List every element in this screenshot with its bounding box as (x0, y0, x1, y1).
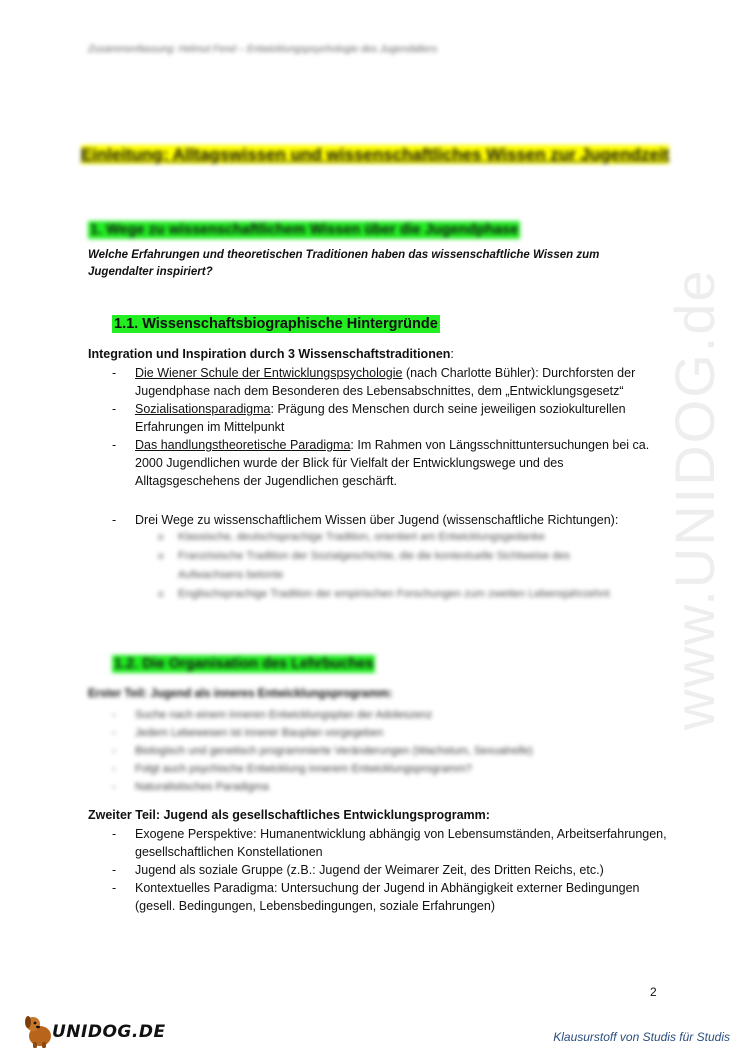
sub-list-item: o Englischsprachige Tradition der empirischen Forschungen zum zweiten Lebensjahrzehnt (156, 585, 636, 604)
list-item: - Biologisch und genetisch programmierte Veränderungen (Wachstum, Sexualreife) (110, 742, 670, 760)
section-1-1-heading-text: 1.1. Wissenschaftsbiographische Hintergründe (114, 316, 438, 332)
running-header: Zusammenfassung: Helmut Fend – Entwicklungspsychologie des Jugendalters (88, 44, 438, 55)
logo-text: UNIDOG.DE (52, 1022, 166, 1042)
part-1-heading: Erster Teil: Jugend als inneres Entwicklungsprogramm: (88, 688, 393, 700)
item-text: : Prägung des Menschen durch seine jeweiligen soziokulturellen Erfahrungen im Mittelpunkt (135, 402, 626, 434)
sub-list-item: o Klassische, deutschsprachige Tradition, orientiert am Entwicklungsgedanke (156, 528, 636, 547)
list-item (110, 400, 670, 436)
footer-claim: Klausurstoff von Studis für Studis (553, 1030, 730, 1044)
intro-colon: : (450, 347, 454, 361)
item-text: (nach Charlotte Bühler): Durchforsten der Jugendphase nach dem Besonderen des Lebensabschnittes, dem „Entwicklungsgesetz“ (135, 366, 636, 398)
traditions-list (110, 364, 670, 490)
part-2-heading: Zweiter Teil: Jugend als gesellschaftliches Entwicklungsprogramm: (88, 808, 490, 822)
item-term: Die Wiener Schule der Entwicklungspsychologie (135, 366, 403, 380)
section-1-2-heading-text: 1.2. Die Organisation des Lehrbuches (114, 656, 374, 672)
page-title-text: Einleitung: Alltagswissen und wissenschaftliches Wissen zur Jugendzeit (80, 145, 670, 164)
list-item: - Kontextuelles Paradigma: Untersuchung der Jugend in Abhängigkeit externer Bedingungen (gesell. Bedingungen, Lebensbedingungen, soziale Erfahrungen) (110, 879, 670, 915)
item-term: Das handlungstheoretische Paradigma (135, 438, 351, 452)
list-item: - Suche nach einem inneren Entwicklungsplan der Adoleszenz (110, 706, 670, 724)
section-1-1-heading (112, 316, 440, 332)
item-text: : Im Rahmen von Längsschnittuntersuchungen bei ca. 2000 Jugendlichen wurde der Blick für Vielfalt der Entwicklungswege und des Alltagsgeschehens der Jugendlichen geschärft. (135, 438, 650, 488)
section-1-2-heading (112, 656, 375, 672)
page-number: 2 (650, 985, 657, 999)
section-1-heading-text: 1. Wege zu wissenschaftlichem Wissen über die Jugendphase (90, 222, 519, 238)
part-2-list (110, 825, 670, 915)
three-ways-sublist (156, 528, 636, 604)
item-term: Sozialisationsparadigma (135, 402, 271, 416)
list-item: - Jugend als soziale Gruppe (z.B.: Jugend der Weimarer Zeit, des Dritten Reichs, etc.) (110, 861, 670, 879)
list-item: - Exogene Perspektive: Humanentwicklung abhängig von Lebensumständen, Arbeitserfahrungen, gesellschaftlichen Konstellationen (110, 825, 670, 861)
list-item (110, 436, 670, 490)
sub-list-item: o Französische Tradition der Sozialgeschichte, die die kontextuelle Sichtweise des Aufwachsens betonte (156, 547, 636, 585)
intro-text: Integration und Inspiration durch 3 Wissenschaftstraditionen (88, 347, 451, 361)
part-1-list (110, 706, 670, 796)
list-item: - Jedem Lebewesen ist innerer Bauplan vorgegeben (110, 724, 670, 742)
list-item: - Drei Wege zu wissenschaftlichem Wissen über Jugend (wissenschaftliche Richtungen): (110, 511, 670, 529)
unidog-logo (22, 1012, 166, 1050)
list-item: - Naturalistisches Paradigma (110, 778, 670, 796)
list-item (110, 364, 670, 400)
watermark: www.UNIDOG.de (663, 268, 726, 730)
page-title (0, 142, 750, 167)
three-ways-list (110, 511, 670, 529)
section-1-heading (88, 222, 520, 238)
list-item: - Folgt auch psychische Entwicklung innerem Entwicklungsprogramm? (110, 760, 670, 778)
section-1-question: Welche Erfahrungen und theoretischen Traditionen haben das wissenschaftliche Wissen zum Jugendalter inspiriert? (88, 249, 600, 278)
section-1-1-intro (88, 347, 454, 361)
